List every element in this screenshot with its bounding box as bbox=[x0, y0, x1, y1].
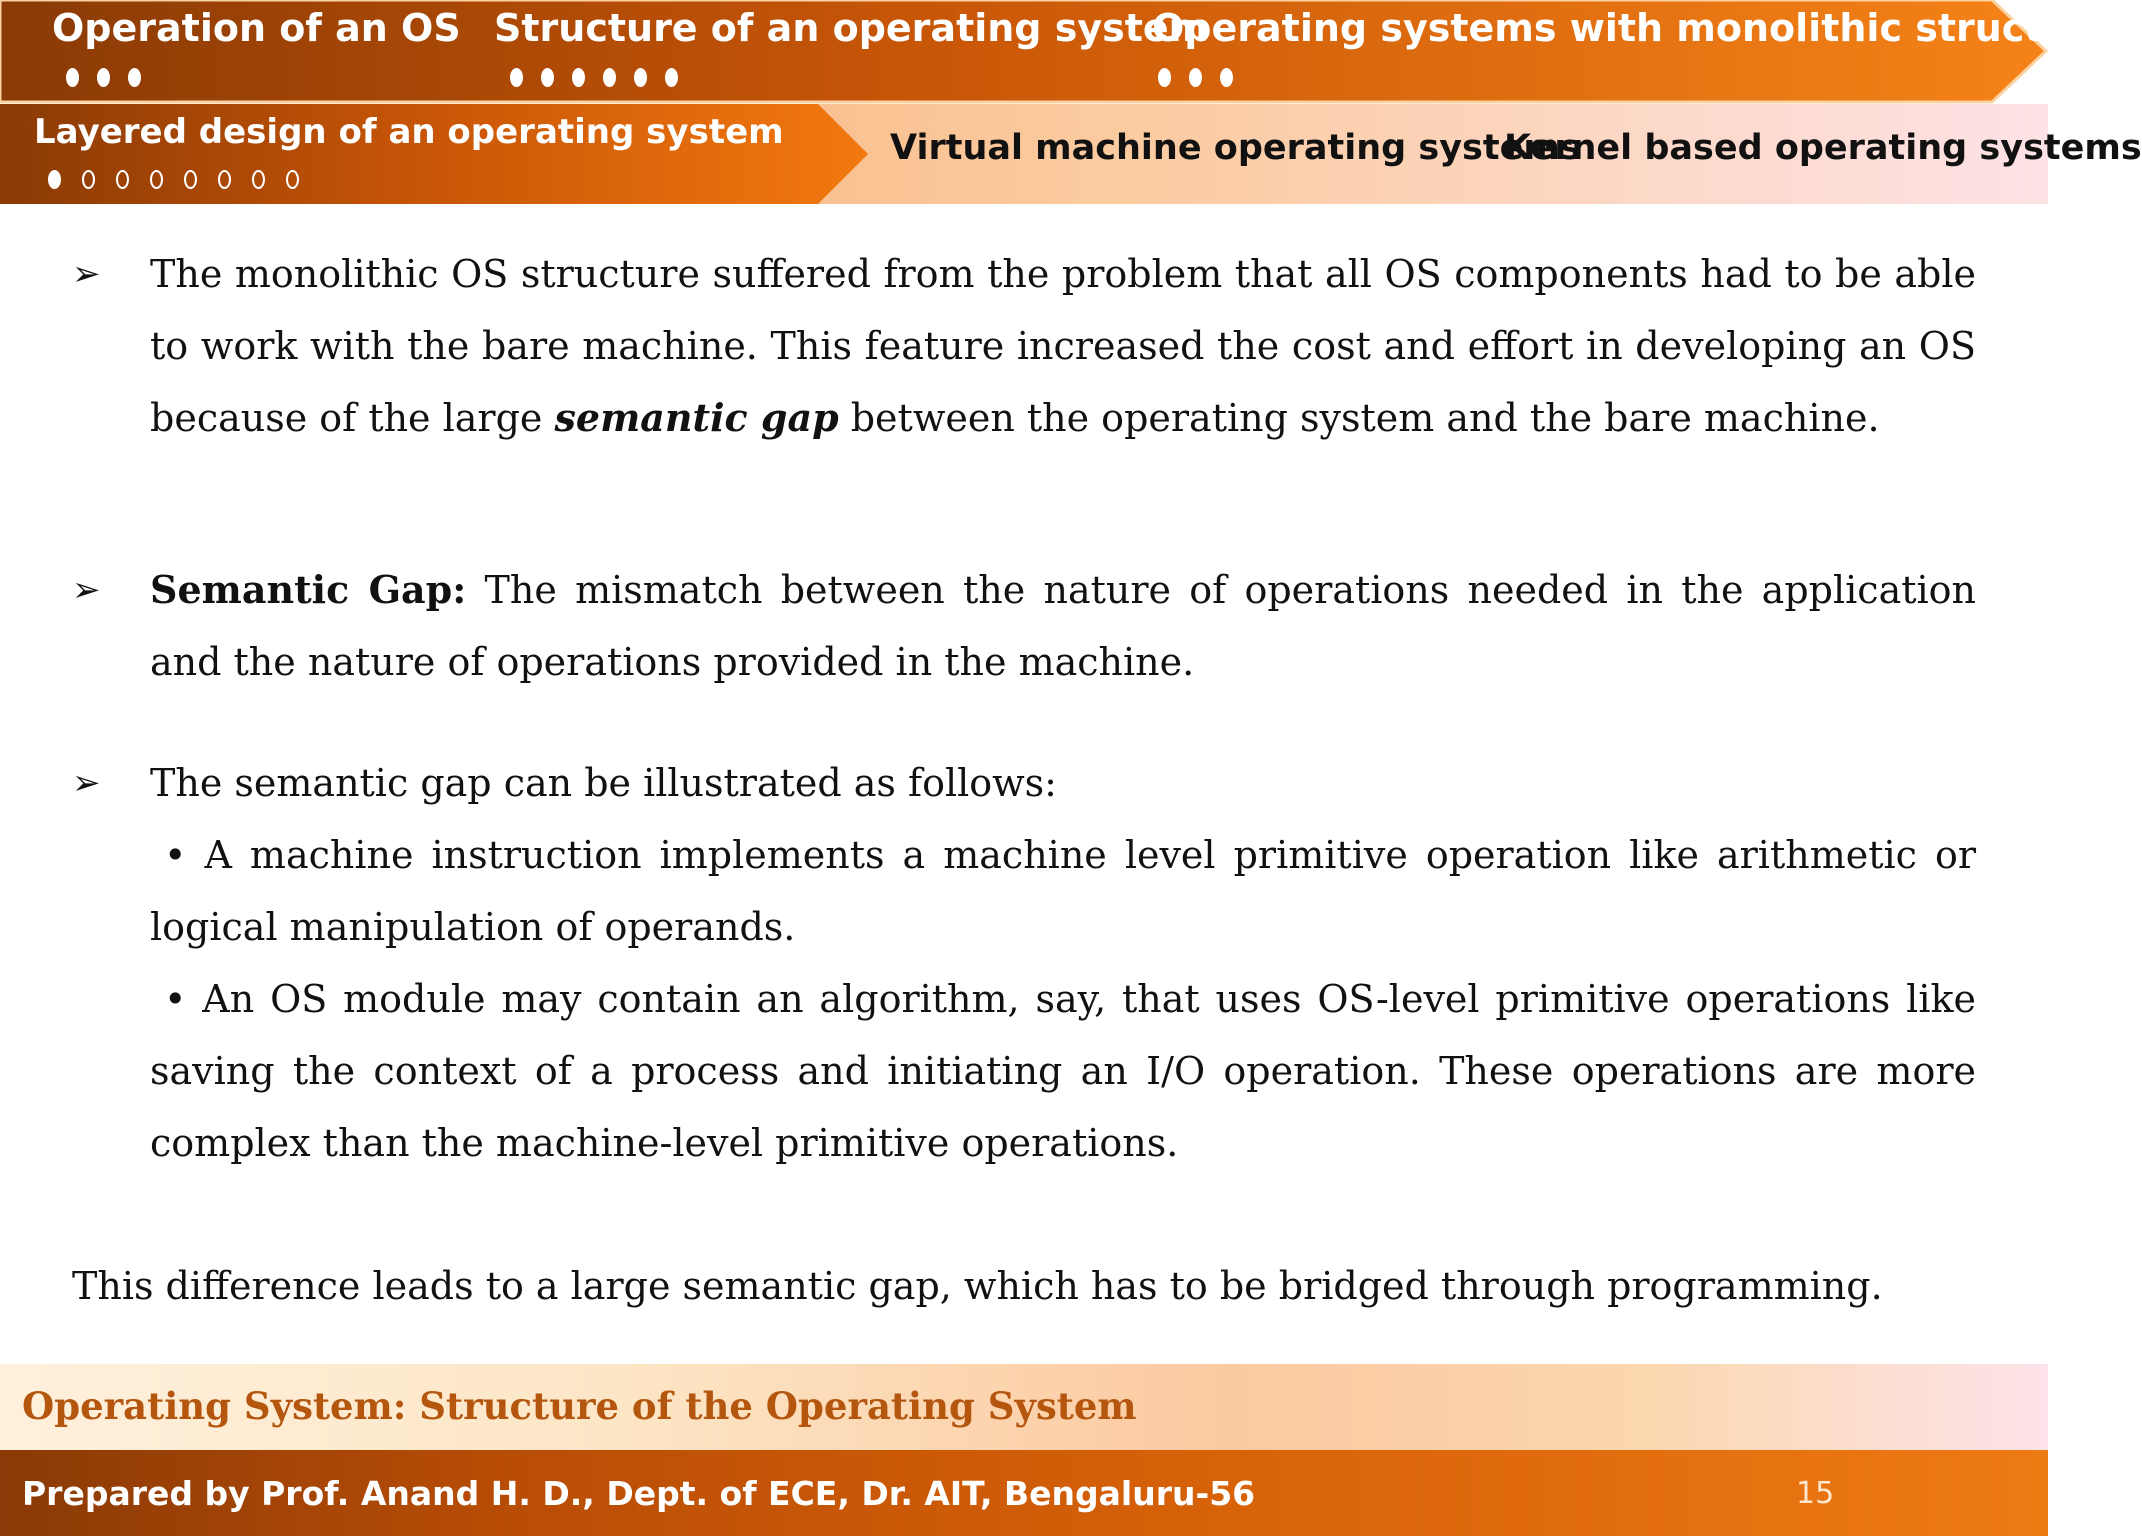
nav-dots-layered bbox=[48, 168, 299, 190]
paragraph-semantic-gap-definition bbox=[150, 554, 1976, 698]
p1-text-start: The monolithic OS structure suffered from the problem that all OS components had to be able to work with the bare machine. This feature increased the cost and effort in developing an OS because of the large bbox=[150, 252, 1976, 440]
p3-intro: The semantic gap can be illustrated as follows: bbox=[150, 761, 1057, 805]
paragraph-illustration bbox=[150, 747, 1976, 1179]
nav-dot[interactable] bbox=[634, 68, 647, 87]
p2-term: Semantic Gap: bbox=[150, 567, 467, 612]
nav-dot[interactable] bbox=[66, 68, 79, 87]
p1-emphasis: semantic gap bbox=[554, 395, 839, 440]
nav-dot-current[interactable] bbox=[48, 170, 61, 189]
p1-text-end: between the operating system and the bare machine. bbox=[838, 396, 1880, 440]
nav-top-bar bbox=[0, 0, 2115, 102]
nav-section-kernel-based[interactable]: Kernel based operating systems bbox=[1504, 128, 2142, 168]
nav-dot[interactable] bbox=[128, 68, 141, 87]
conclusion-text: This difference leads to a large semantic gap, which has to be bridged through programming. bbox=[72, 1264, 1883, 1308]
nav-dot[interactable] bbox=[1220, 68, 1233, 87]
footer-bar bbox=[0, 1450, 2048, 1536]
page-number: 15 bbox=[1796, 1476, 1835, 1511]
nav-dot[interactable] bbox=[218, 170, 231, 189]
nav-dot[interactable] bbox=[1189, 68, 1202, 87]
nav-dot[interactable] bbox=[150, 170, 163, 189]
nav-dots-monolithic bbox=[1158, 66, 1233, 88]
sub-bullet-os-module: • An OS module may contain an algorithm, say, that uses OS-level primitive operations like saving the context of a process and initiating an I/O operation. These operations are more complex than the machine-level primitive operations. bbox=[150, 977, 1976, 1165]
p2-text: The mismatch between the nature of operations needed in the application and the nature of operations provided in the machine. bbox=[150, 568, 1977, 684]
nav-dot[interactable] bbox=[665, 68, 678, 87]
nav-dot[interactable] bbox=[510, 68, 523, 87]
nav-dot[interactable] bbox=[116, 170, 129, 189]
nav-section-monolithic[interactable]: Operating systems with monolithic structure bbox=[1152, 6, 2115, 50]
footer-title: Operating System: Structure of the Operating System bbox=[22, 1384, 1137, 1428]
nav-section-layered-design[interactable]: Layered design of an operating system bbox=[34, 112, 784, 152]
bullet-arrow-icon: ➢ bbox=[72, 763, 101, 803]
nav-dot[interactable] bbox=[286, 170, 299, 189]
footer-credit: Prepared by Prof. Anand H. D., Dept. of ECE, Dr. AIT, Bengaluru-56 bbox=[22, 1474, 1256, 1513]
nav-dot[interactable] bbox=[82, 170, 95, 189]
nav-section-operation-of-os[interactable]: Operation of an OS bbox=[52, 6, 461, 50]
nav-dots-structure bbox=[510, 66, 678, 88]
nav-dot[interactable] bbox=[97, 68, 110, 87]
nav-dot[interactable] bbox=[184, 170, 197, 189]
bullet-arrow-icon: ➢ bbox=[72, 254, 101, 294]
nav-dot[interactable] bbox=[572, 68, 585, 87]
bullet-arrow-icon: ➢ bbox=[72, 570, 101, 610]
nav-dot[interactable] bbox=[252, 170, 265, 189]
nav-dot[interactable] bbox=[541, 68, 554, 87]
sub-bullet-machine-instruction: • A machine instruction implements a machine level primitive operation like arithmetic or logical manipulation of operands. bbox=[150, 833, 1976, 949]
nav-dots-operation bbox=[66, 66, 141, 88]
nav-bottom-bar bbox=[0, 104, 2142, 204]
nav-section-virtual-machine[interactable]: Virtual machine operating systems bbox=[890, 128, 1581, 168]
nav-section-structure-of-os[interactable]: Structure of an operating system bbox=[494, 6, 1209, 50]
footer-title-band bbox=[0, 1364, 2048, 1450]
nav-dot[interactable] bbox=[603, 68, 616, 87]
paragraph-monolithic-problem bbox=[150, 238, 1976, 454]
nav-dot[interactable] bbox=[1158, 68, 1171, 87]
